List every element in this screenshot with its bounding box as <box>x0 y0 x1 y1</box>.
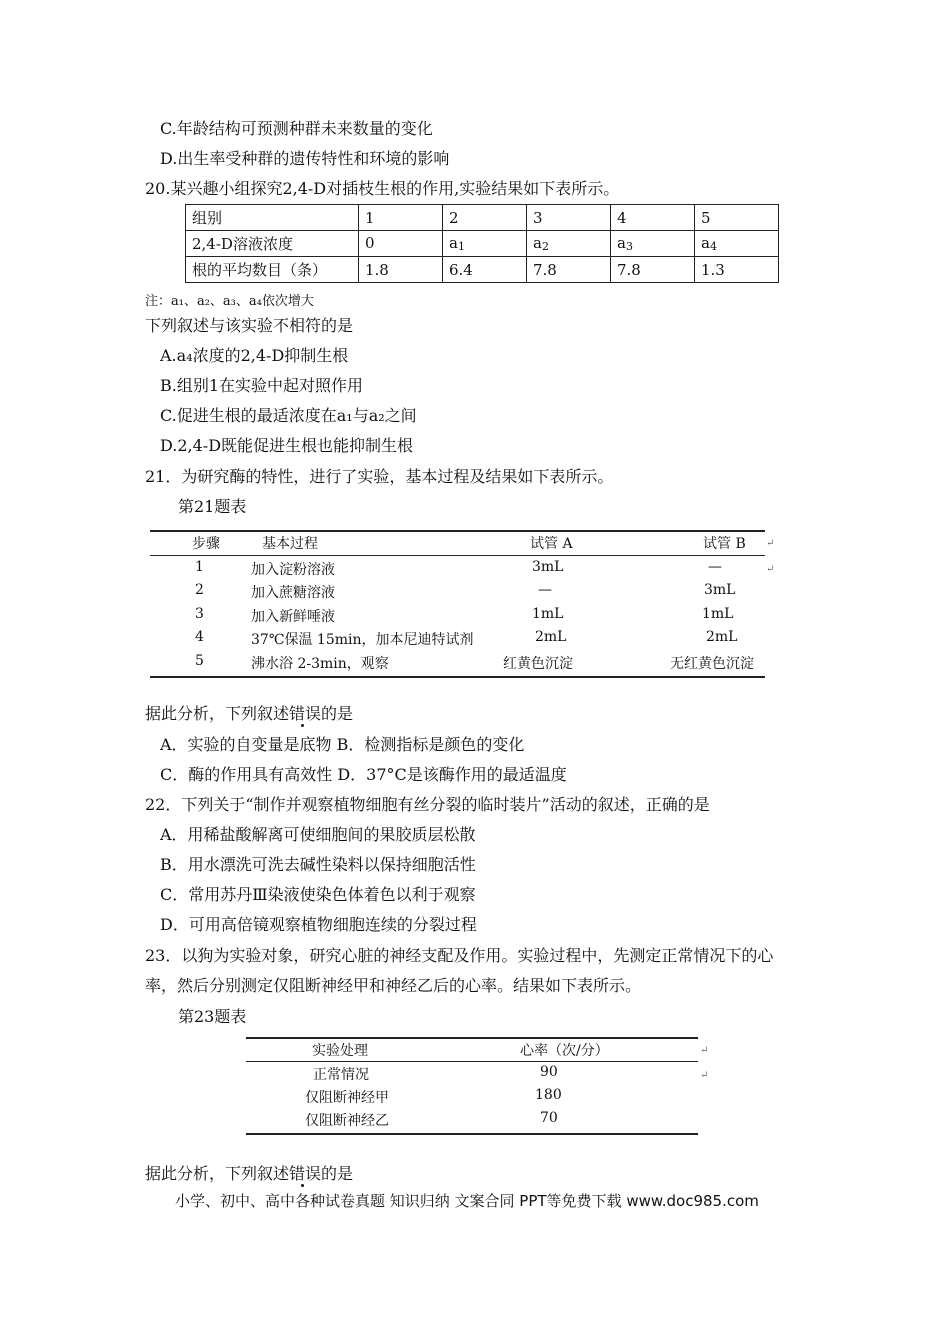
q23-table-title: 第23题表 <box>178 1007 247 1026</box>
table-rule <box>246 1037 698 1039</box>
row-label: 2,4-D溶液浓度 <box>186 231 359 257</box>
q20-stem: 20.某兴趣小组探究2,4-D对插枝生根的作用,实验结果如下表所示。 <box>145 179 620 198</box>
table-cell: 3mL <box>704 582 736 598</box>
q21-options-line2: C．酶的作用具有高效性 D．37°C是该酶作用的最适温度 <box>160 765 567 784</box>
q23-stem-line2: 率，然后分别测定仅阻断神经甲和神经乙后的心率。结果如下表所示。 <box>145 976 642 995</box>
table-cell: 2mL <box>706 629 738 645</box>
table-cell: 2 <box>195 582 204 598</box>
table-cell: 加入淀粉溶液 <box>251 562 335 578</box>
table-cell: 1 <box>359 205 443 231</box>
table-rule <box>246 1133 698 1135</box>
q19-option-c: C.年龄结构可预测种群未来数量的变化 <box>160 119 433 138</box>
table-header: 实验处理 <box>312 1043 368 1059</box>
table-cell: 5 <box>695 205 779 231</box>
table-cell: 3 <box>527 205 611 231</box>
table-cell: 7.8 <box>527 257 611 283</box>
q20-option-d: D.2,4-D既能促进生根也能抑制生根 <box>160 436 414 455</box>
q23-question: 据此分析，下列叙述错误的是 <box>145 1164 354 1183</box>
table-cell: 0 <box>359 231 443 257</box>
table-cell: 37℃保温 15min，加本尼迪特试剂 <box>251 632 474 648</box>
table-cell: 1 <box>195 559 204 575</box>
table-cell: 3 <box>195 606 204 622</box>
q20-note: 注：a₁、a₂、a₃、a₄依次增大 <box>145 294 314 309</box>
q21-question: 据此分析，下列叙述错误的是 <box>145 704 354 723</box>
table-cell: 加入蔗糖溶液 <box>251 585 335 601</box>
table-cell: 3mL <box>532 559 564 575</box>
q22-option-a: A．用稀盐酸解离可使细胞间的果胶质层松散 <box>160 825 476 844</box>
table-cell: 无红黄色沉淀 <box>670 656 754 672</box>
q21-stem: 21．为研究酶的特性，进行了实验，基本过程及结果如下表所示。 <box>145 467 614 486</box>
table-cell: 1mL <box>532 606 564 622</box>
q21-options-line1: A．实验的自变量是底物 B．检测指标是颜色的变化 <box>160 735 525 754</box>
table-header: 心率（次/分） <box>520 1043 609 1059</box>
table-cell: 仅阻断神经甲 <box>305 1090 389 1106</box>
row-label: 组别 <box>186 205 359 231</box>
table-cell: 2mL <box>535 629 567 645</box>
emphasis-dot-icon <box>301 1184 304 1187</box>
table-row <box>186 257 779 283</box>
table-cell: a1 <box>443 231 527 257</box>
return-mark-icon: ↵ <box>700 1070 709 1081</box>
table-cell: 90 <box>540 1064 558 1080</box>
table-rule <box>246 1061 698 1062</box>
table-cell: 加入新鲜唾液 <box>251 609 335 625</box>
table-cell: 2 <box>443 205 527 231</box>
footer-text: 小学、初中、高中各种试卷真题 知识归纳 文案合同 PPT等免费下载 www.doc985.com <box>175 1192 759 1210</box>
table-cell: 1mL <box>702 606 734 622</box>
q19-option-d: D.出生率受种群的遗传特性和环境的影响 <box>160 149 450 168</box>
q20-option-b: B.组别1在实验中起对照作用 <box>160 376 364 395</box>
return-mark-icon: ↵ <box>700 1045 709 1056</box>
table-cell: 1.3 <box>695 257 779 283</box>
q20-table <box>185 204 779 283</box>
table-cell: a2 <box>527 231 611 257</box>
table-cell: 6.4 <box>443 257 527 283</box>
table-header: 基本过程 <box>262 536 318 552</box>
table-header: 步骤 <box>192 536 220 552</box>
table-cell: 1.8 <box>359 257 443 283</box>
table-cell: 红黄色沉淀 <box>503 656 573 672</box>
table-cell: 4 <box>195 629 204 645</box>
q21-table-title: 第21题表 <box>178 497 247 516</box>
table-cell: — <box>708 559 722 575</box>
return-mark-icon: ↵ <box>766 564 775 575</box>
table-cell: 正常情况 <box>313 1067 369 1083</box>
table-cell: a3 <box>611 231 695 257</box>
q20-option-a: A.a₄浓度的2,4-D抑制生根 <box>160 346 349 365</box>
table-row <box>186 231 779 257</box>
table-row <box>186 205 779 231</box>
table-header: 试管 A <box>530 536 573 552</box>
q23-stem-line1: 23．以狗为实验对象，研究心脏的神经支配及作用。实验过程中，先测定正常情况下的心 <box>145 946 774 965</box>
q22-option-c: C．常用苏丹Ⅲ染液使染色体着色以利于观察 <box>160 885 476 904</box>
table-cell: 70 <box>540 1110 558 1126</box>
q22-option-b: B．用水漂洗可洗去碱性染料以保持细胞活性 <box>160 855 476 874</box>
table-cell: a4 <box>695 231 779 257</box>
table-cell: 4 <box>611 205 695 231</box>
table-cell: 7.8 <box>611 257 695 283</box>
q20-question: 下列叙述与该实验不相符的是 <box>145 316 354 335</box>
q20-option-c: C.促进生根的最适浓度在a₁与a₂之间 <box>160 406 417 425</box>
q22-stem: 22．下列关于“制作并观察植物细胞有丝分裂的临时装片”活动的叙述，正确的是 <box>145 795 710 814</box>
emphasis-dot-icon <box>301 724 304 727</box>
q22-option-d: D．可用高倍镜观察植物细胞连续的分裂过程 <box>160 915 477 934</box>
table-cell: 沸水浴 2-3min，观察 <box>251 656 389 672</box>
table-cell: 180 <box>535 1087 562 1103</box>
table-cell: 5 <box>195 653 204 669</box>
table-rule <box>150 530 765 532</box>
table-header: 试管 B <box>703 536 746 552</box>
row-label: 根的平均数目（条） <box>186 257 359 283</box>
table-cell: 仅阻断神经乙 <box>305 1113 389 1129</box>
table-rule <box>150 676 765 678</box>
table-rule <box>150 555 765 556</box>
return-mark-icon: ↵ <box>766 538 775 549</box>
table-cell: — <box>538 582 552 598</box>
